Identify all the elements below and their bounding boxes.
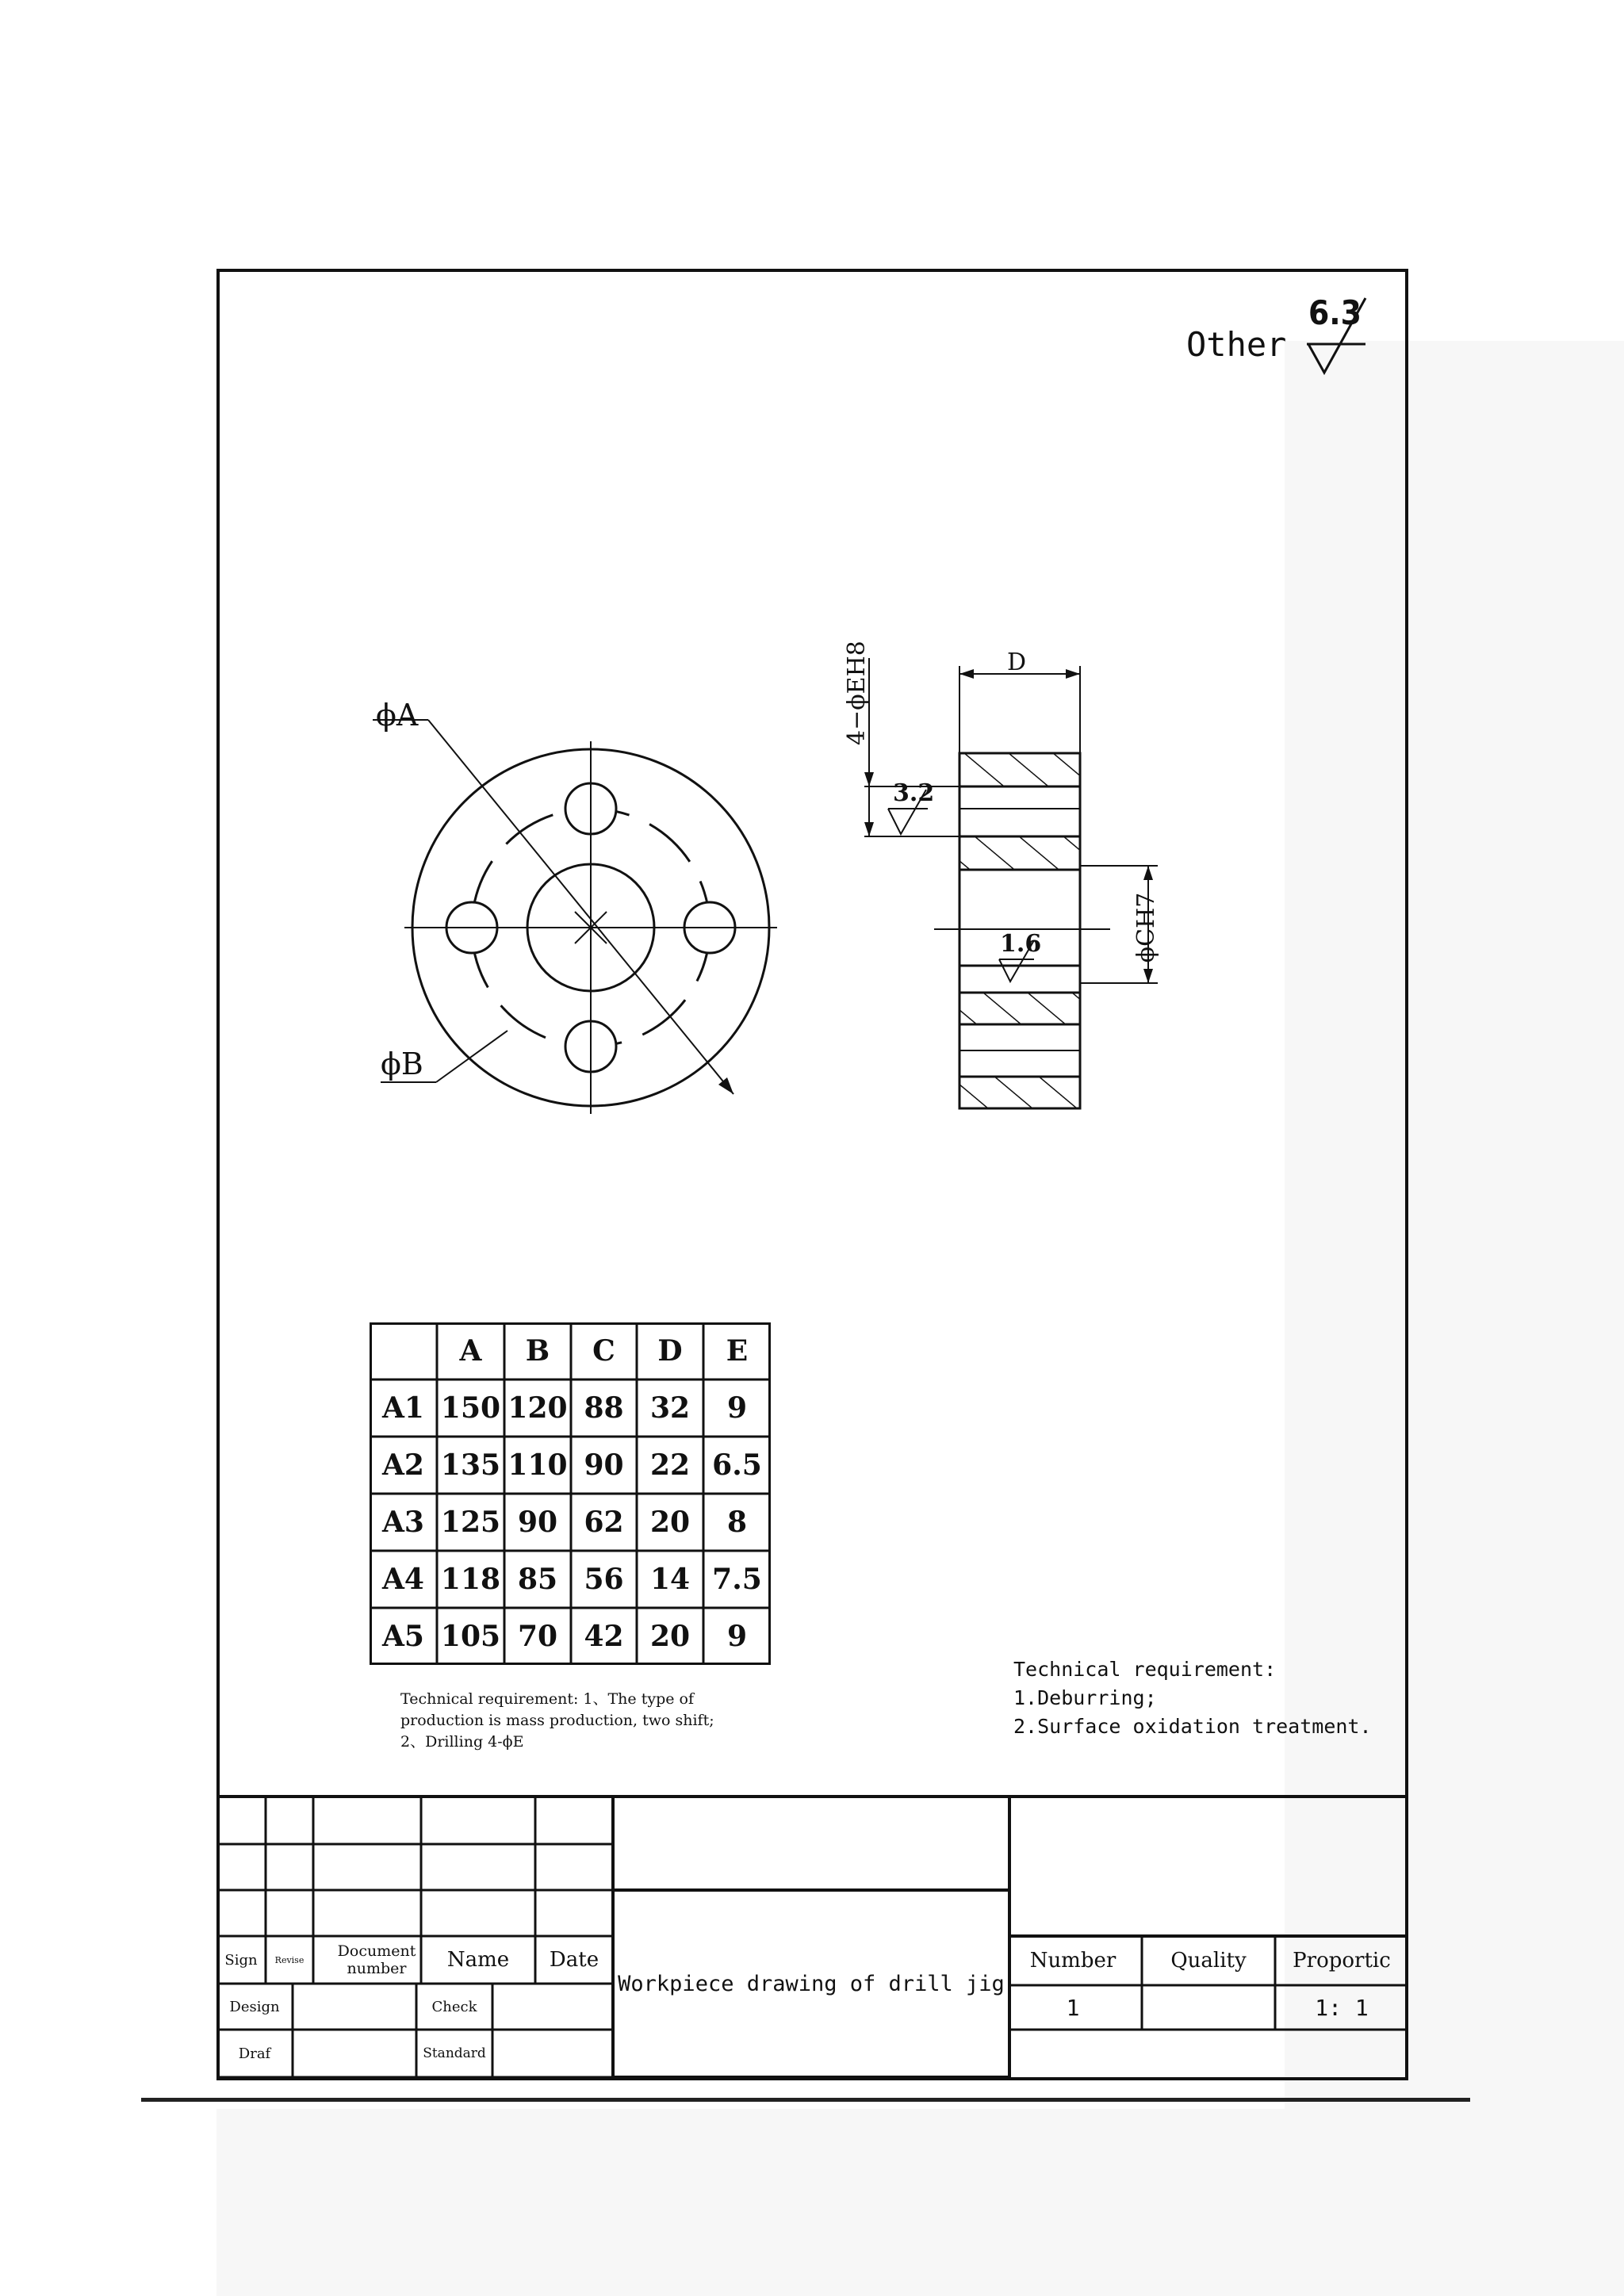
param-cell: 120 <box>508 1391 568 1425</box>
tech-requirements <box>1013 1655 1394 1741</box>
bottom-rule <box>141 2098 1470 2102</box>
param-cell: 125 <box>440 1506 501 1539</box>
param-cell: 8 <box>726 1506 748 1539</box>
tb-date: Date <box>549 1948 599 1972</box>
param-header-e: E <box>726 1334 749 1368</box>
hatch-2 <box>959 836 1080 870</box>
tb-drawing-title: Workpiece drawing of drill jig <box>618 1971 1005 1996</box>
dim-outer-label: ϕA <box>376 698 419 733</box>
tb-check: Check <box>431 1998 477 2015</box>
tb-number-label: Number <box>1029 1949 1116 1973</box>
param-header-d: D <box>657 1334 683 1368</box>
hatch-4 <box>959 1077 1080 1108</box>
dim-holes-text: 4−ϕEH8 <box>843 641 871 745</box>
param-row-label: A4 <box>382 1563 424 1596</box>
param-cell: 118 <box>440 1563 501 1596</box>
hatch-1 <box>959 753 1080 786</box>
roughness-note <box>1182 293 1388 381</box>
tb-name: Name <box>446 1948 510 1972</box>
table-note-line2: production is mass production, two shift; <box>400 1712 714 1729</box>
param-cell: 7.5 <box>712 1563 762 1596</box>
param-cell: 9 <box>726 1620 748 1653</box>
table-note-line3: 2、Drilling 4-ϕE <box>400 1733 524 1751</box>
param-cell: 22 <box>649 1448 691 1482</box>
param-table <box>370 1322 771 1665</box>
param-row-label: A1 <box>382 1391 424 1425</box>
tech-requirements-title: Technical requirement: <box>1013 1658 1277 1681</box>
dim-width-label: D <box>1007 649 1027 676</box>
tb-revise: Revise <box>274 1954 304 1965</box>
param-header-b: B <box>525 1334 550 1368</box>
param-cell: 90 <box>517 1506 558 1539</box>
table-note <box>400 1689 813 1753</box>
tech-requirement-2: 2.Surface oxidation treatment. <box>1013 1715 1372 1738</box>
param-cell: 14 <box>649 1563 691 1596</box>
tb-number-value: 1 <box>1066 1994 1080 2021</box>
param-cell: 32 <box>649 1391 691 1425</box>
tech-requirement-1: 1.Deburring; <box>1013 1686 1157 1709</box>
tb-standard: Standard <box>423 2045 486 2061</box>
dim-bore-text: ϕCH7 <box>1132 892 1160 963</box>
param-cell: 20 <box>649 1506 691 1539</box>
param-cell: 20 <box>649 1620 691 1653</box>
tb-document-number: Document number <box>337 1942 416 1977</box>
param-cell: 105 <box>440 1620 501 1653</box>
param-row-label: A2 <box>382 1448 424 1482</box>
tb-proportion-label: Proportic <box>1293 1949 1391 1973</box>
dim-holes-label <box>843 641 875 745</box>
param-cell: 9 <box>726 1391 748 1425</box>
param-cell: 135 <box>440 1448 501 1482</box>
scan-shade-bottom <box>216 2109 1624 2296</box>
param-row-label: A5 <box>382 1620 424 1653</box>
tb-sign: Sign <box>224 1951 258 1969</box>
tb-design: Design <box>229 1998 280 2015</box>
roughness-other-label: Other <box>1186 325 1287 364</box>
table-note-line1: Technical requirement: 1、The type of <box>400 1690 694 1708</box>
tb-proportion-value: 1: 1 <box>1315 1994 1369 2021</box>
tb-draft: Draf <box>238 2045 271 2062</box>
dim-bore-label <box>1132 888 1164 967</box>
param-cell: 110 <box>508 1448 568 1482</box>
param-row-label: A3 <box>382 1506 424 1539</box>
roughness-hole-label: 3.2 <box>893 779 935 807</box>
roughness-symbol-icon <box>1300 293 1388 381</box>
param-cell: 6.5 <box>712 1448 762 1482</box>
param-cell: 62 <box>584 1506 624 1539</box>
roughness-bore-label: 1.6 <box>1000 930 1042 958</box>
param-cell: 70 <box>517 1620 558 1653</box>
tb-quality-label: Quality <box>1170 1949 1247 1973</box>
param-cell: 88 <box>584 1391 624 1425</box>
dim-bolt-circle-label: ϕB <box>381 1047 423 1081</box>
param-cell: 150 <box>440 1391 501 1425</box>
hatch-3 <box>959 993 1080 1024</box>
param-header-a: A <box>459 1334 482 1368</box>
param-header-c: C <box>592 1334 615 1368</box>
param-cell: 42 <box>584 1620 624 1653</box>
param-cell: 85 <box>517 1563 558 1596</box>
param-cell: 90 <box>584 1448 624 1482</box>
param-cell: 56 <box>584 1563 624 1596</box>
roughness-value: 6.3 <box>1308 293 1362 332</box>
